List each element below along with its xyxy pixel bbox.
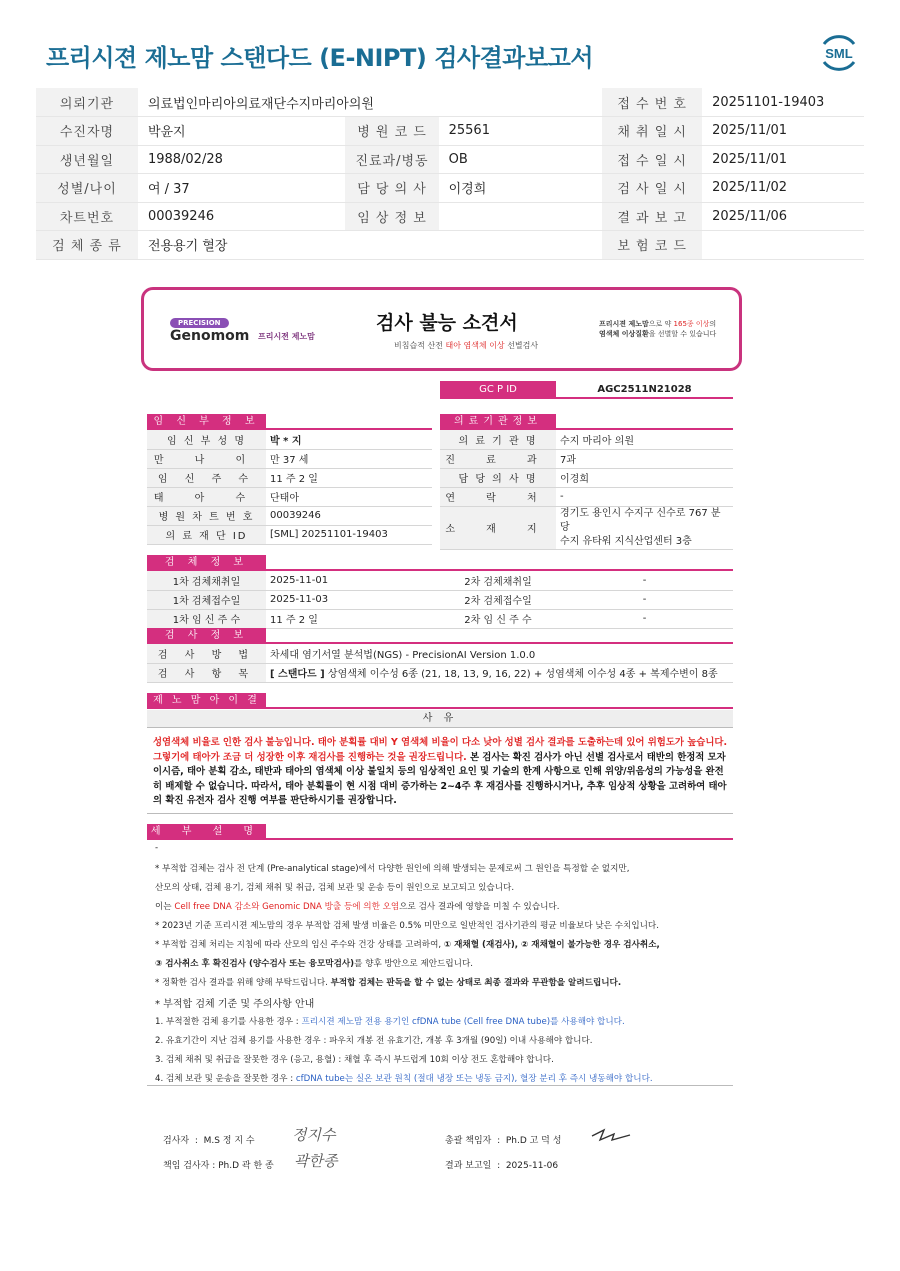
report-title: 검사 불능 소견서 bbox=[376, 312, 518, 334]
report-banner bbox=[141, 287, 742, 371]
section-patient: 임 신 부 정 보 bbox=[147, 414, 266, 429]
header-row bbox=[36, 174, 864, 203]
tester-line: 검사자 : M.S 정 지 수 bbox=[163, 1136, 255, 1146]
detail-line: * 부적합 검체 처리는 지침에 따라 산모의 임신 주수와 건강 상태를 고려하여, ① 재채혈 (재검사), ② 재채혈이 불가능한 경우 검사취소, bbox=[155, 940, 660, 950]
detail-line: 3. 검체 채취 및 취급을 잘못한 경우 (응고, 용혈) : 채혈 후 즉시 부드럽게 10회 이상 전도 혼합해야 합니다. bbox=[155, 1055, 554, 1065]
section-detail: 세 부 설 명 bbox=[147, 824, 266, 839]
section-divider bbox=[147, 707, 733, 709]
header-value: 여 / 37 bbox=[138, 174, 346, 203]
patient-info-table bbox=[147, 430, 432, 545]
field-value: [ 스탠다드 ] 상염색체 이수성 6종 (21, 18, 13, 9, 16, 22) + 성염색체 이수성 4종 + 복제수변이 8종 bbox=[266, 663, 733, 682]
header-value: 전용용기 혈장 bbox=[138, 231, 602, 260]
field-label: 소 재 지 bbox=[440, 506, 556, 549]
section-divider bbox=[147, 1085, 733, 1086]
detail-line: 산모의 상태, 검체 용기, 검체 채취 및 취급, 검체 보관 및 운송 등이 원인으로 보고되고 있습니다. bbox=[155, 883, 515, 893]
header-label: 채 취 일 시 bbox=[602, 117, 702, 146]
header-row bbox=[36, 117, 864, 146]
field-label: 의 료 재 단 ID bbox=[147, 525, 266, 544]
field-value: 박 * 지 bbox=[266, 430, 432, 449]
header-row bbox=[36, 88, 864, 117]
field-value: 차세대 염기서열 분석법(NGS) - PrecisionAI Version 1.0.0 bbox=[266, 644, 733, 663]
section-divider bbox=[147, 813, 733, 814]
header-row bbox=[36, 202, 864, 231]
report-tagline: 프리시젼 제노맘으로 약 165종 이상의 염색체 이상질환을 선별할 수 있습니다 bbox=[599, 320, 717, 338]
brand-kr: 프리시젼 제노맘 bbox=[258, 332, 315, 341]
detail-line: * 부적합 검체는 검사 전 단계 (Pre-analytical stage)에서 다양한 원인에 의해 발생되는 문제로써 그 원인을 특정할 순 없지만, bbox=[155, 864, 630, 874]
header-value: 의료법인마리아의료재단수지마리아의원 bbox=[138, 88, 602, 117]
field-label: 2차 검체채취일 bbox=[440, 571, 556, 590]
detail-line: * 정확한 검사 결과를 위해 양해 부탁드립니다. 부적합 검체는 판독을 할 수 없는 상태로 최종 결과와 무관함을 알려드립니다. bbox=[155, 978, 622, 988]
header-label: 접 수 번 호 bbox=[602, 88, 702, 117]
section-divider bbox=[147, 838, 733, 840]
field-label: 병 원 차 트 번 호 bbox=[147, 506, 266, 525]
header-label: 차트번호 bbox=[36, 202, 138, 231]
header-value: 00039246 bbox=[138, 202, 346, 231]
detail-line: * 2023년 기준 프리시젼 제노맘의 경우 부적합 검체 발생 비율은 0.5% 미만으로 일반적인 검사기관의 평균 비율보다 낮은 수치입니다. bbox=[155, 921, 659, 931]
detail-dash: - bbox=[155, 843, 159, 853]
field-value: 이경희 bbox=[556, 468, 733, 487]
header-row bbox=[36, 231, 864, 260]
field-label: 1차 검체접수일 bbox=[147, 590, 266, 609]
field-value: 경기도 용인시 수지구 신수로 767 분당 수지 유타워 지식산업센터 3층 bbox=[556, 506, 733, 549]
detail-line: 이는 Cell free DNA 감소와 Genomic DNA 방출 등에 의한 오염으로 검사 결과에 영향을 미칠 수 있습니다. bbox=[155, 902, 560, 912]
field-value: 2025-11-01 bbox=[266, 571, 440, 590]
detail-heading: * 부적합 검체 기준 및 주의사항 안내 bbox=[155, 999, 315, 1010]
patient-header-table bbox=[36, 88, 864, 260]
header-value: 박윤지 bbox=[138, 117, 346, 146]
responsible-tester-line: 책임 검사자 : Ph.D 곽 한 종 bbox=[163, 1161, 274, 1171]
header-label: 검 사 일 시 bbox=[602, 174, 702, 203]
header-value: 20251101-19403 bbox=[702, 88, 864, 117]
section-institution: 의료기관정보 bbox=[440, 414, 556, 429]
header-label: 검 체 종 류 bbox=[36, 231, 138, 260]
tester-signature: 정지수 bbox=[292, 1126, 336, 1144]
brand-logo: Genomom bbox=[170, 328, 250, 344]
header-label: 담 당 의 사 bbox=[345, 174, 438, 203]
header-value: OB bbox=[439, 145, 603, 174]
header-value: 2025/11/02 bbox=[702, 174, 864, 203]
field-label: 태 아 수 bbox=[147, 487, 266, 506]
header-value bbox=[439, 202, 603, 231]
field-label: 의 료 기 관 명 bbox=[440, 430, 556, 449]
field-value: - bbox=[556, 590, 733, 609]
field-value: 수지 마리아 의원 bbox=[556, 430, 733, 449]
logo-text: SML bbox=[825, 46, 853, 61]
header-label: 임 상 정 보 bbox=[345, 202, 438, 231]
sml-logo bbox=[816, 30, 862, 76]
chief-line: 총괄 책임자 : Ph.D 고 덕 성 bbox=[445, 1136, 562, 1146]
field-value: - bbox=[556, 487, 733, 506]
report-date-line: 결과 보고일 : 2025-11-06 bbox=[445, 1161, 559, 1171]
header-label: 의뢰기관 bbox=[36, 88, 138, 117]
reason-text: 성염색체 비율로 인한 검사 불능입니다. 태아 분획률 대비 Y 염색체 비율이 다소 낮아 성별 검사 결과를 도출하는데 있어 위험도가 높습니다. 그렇기에 태아가 조금 더 성장한 이후 재검사를 진행하는 것을 권장드립니다. 본 검사는 확진 검사가 아닌 선별 검사로서 태반의 한정적 모자이시즘, 태아 분획 감소, 태반과 태아의 염색체 이상 불일치 등의 임상적인 요인 및 기술의 한계 사항으로 인해 위양/위음성의 가능성을 완전히 배제할 수 없습니다. 따라서, 태아 분획률이 현 시점 대비 증가하는 2~4주 후 재검사를 진행하시거나, 추후 임상적 상황을 고려하여 태아의 확진 유전자 검사 진행 여부를 판단하시기를 권장합니다. bbox=[153, 737, 728, 807]
section-result: 제 노 맘 아 이 결 bbox=[147, 693, 266, 708]
header-value: 1988/02/28 bbox=[138, 145, 346, 174]
field-label: 1차 임 신 주 수 bbox=[147, 609, 266, 628]
header-row bbox=[36, 145, 864, 174]
field-label: 임 신 부 성 명 bbox=[147, 430, 266, 449]
field-value: 7과 bbox=[556, 449, 733, 468]
responsible-signature: 곽한종 bbox=[294, 1152, 338, 1170]
header-label: 진료과/병동 bbox=[345, 145, 438, 174]
gcp-id-value: AGC2511N21028 bbox=[556, 381, 733, 399]
field-value: 11 주 2 일 bbox=[266, 609, 440, 628]
field-value: 11 주 2 일 bbox=[266, 468, 432, 487]
field-label: 2차 검체접수일 bbox=[440, 590, 556, 609]
header-value: 2025/11/06 bbox=[702, 202, 864, 231]
header-value: 이경희 bbox=[439, 174, 603, 203]
institution-info-table bbox=[440, 430, 733, 550]
header-value: 2025/11/01 bbox=[702, 145, 864, 174]
reason-header: 사 유 bbox=[147, 710, 733, 728]
field-value: [SML] 20251101-19403 bbox=[266, 525, 432, 544]
specimen-table bbox=[147, 571, 733, 629]
chief-signature bbox=[590, 1126, 634, 1144]
field-label: 검 사 방 법 bbox=[147, 644, 266, 663]
field-value: 2025-11-03 bbox=[266, 590, 440, 609]
field-value: - bbox=[556, 609, 733, 628]
test-table bbox=[147, 644, 733, 683]
page-title: 프리시젼 제노맘 스탠다드 (E-NIPT) 검사결과보고서 bbox=[46, 44, 594, 72]
precision-badge: PRECISION bbox=[170, 318, 229, 328]
section-test: 검 사 정 보 bbox=[147, 628, 266, 643]
field-label: 진 료 과 bbox=[440, 449, 556, 468]
field-value: - bbox=[556, 571, 733, 590]
header-value bbox=[702, 231, 864, 260]
header-label: 접 수 일 시 bbox=[602, 145, 702, 174]
field-label: 연 락 처 bbox=[440, 487, 556, 506]
header-value: 2025/11/01 bbox=[702, 117, 864, 146]
field-label: 검 사 항 목 bbox=[147, 663, 266, 682]
field-value: 만 37 세 bbox=[266, 449, 432, 468]
field-label: 1차 검체채취일 bbox=[147, 571, 266, 590]
header-label: 병 원 코 드 bbox=[345, 117, 438, 146]
header-label: 보 험 코 드 bbox=[602, 231, 702, 260]
header-label: 수진자명 bbox=[36, 117, 138, 146]
detail-line: 1. 부적절한 검체 용기를 사용한 경우 : 프리시젼 제노맘 전용 용기인 cfDNA tube (Cell free DNA tube)를 사용해야 합니다. bbox=[155, 1017, 625, 1027]
field-label: 임 신 주 수 bbox=[147, 468, 266, 487]
section-specimen: 검 체 정 보 bbox=[147, 555, 266, 570]
field-label: 만 나 이 bbox=[147, 449, 266, 468]
gcp-id-label: GC P ID bbox=[440, 381, 556, 399]
field-label: 2차 임 신 주 수 bbox=[440, 609, 556, 628]
field-value: 단태아 bbox=[266, 487, 432, 506]
report-subtitle: 비침습적 산전 태아 염색체 이상 선별검사 bbox=[394, 341, 539, 350]
field-label: 담 당 의 사 명 bbox=[440, 468, 556, 487]
header-label: 결 과 보 고 bbox=[602, 202, 702, 231]
detail-line: ③ 검사취소 후 확진검사 (양수검사 또는 융모막검사)를 향후 방안으로 제안드립니다. bbox=[155, 959, 473, 969]
header-label: 생년월일 bbox=[36, 145, 138, 174]
header-value: 25561 bbox=[439, 117, 603, 146]
detail-line: 4. 검체 보관 및 운송을 잘못한 경우 : cfDNA tube는 실온 보관 원칙 (절대 냉장 또는 냉동 금지), 혈장 분리 후 즉시 냉동해야 합니다. bbox=[155, 1074, 653, 1084]
field-value: 00039246 bbox=[266, 506, 432, 525]
detail-line: 2. 유효기간이 지난 검체 용기를 사용한 경우 : 파우치 개봉 전 유효기간, 개봉 후 3개월 (90일) 이내 사용해야 합니다. bbox=[155, 1036, 593, 1046]
header-label: 성별/나이 bbox=[36, 174, 138, 203]
